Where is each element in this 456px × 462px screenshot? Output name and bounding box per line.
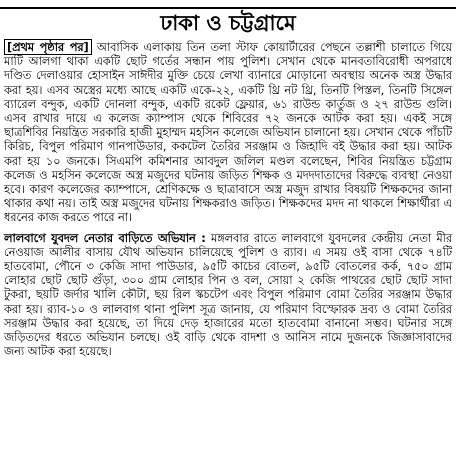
continuation-label: [প্রথম পৃষ্ঠার পর] (4, 39, 92, 55)
paragraph-2-text: মঙ্গলবার রাতে লালবাগে যুবদলের কেন্দ্রীয় নেতা মীর নেওয়াজ আলীর বাসায় যৌথ অভিযান চালিয়েছে পুলিশ ও র‍্যাব। এ সময় ওই বাসা থেকে ৭৪টি হাতবোমা, পৌনে ৩ কেজি সাদা পাউডার, ৯৫টি কাচের বোতল, ৯৫টি বোতলের কর্ক, ৭৫০ গ্রাম লোহার ছোট ছোট গুঁড়া, ৩০০ গ্রাম লোহার পিন ও বল, সোয়া ২ কেজি পাথরের ছোট ছোট সাদা টুকরা, ছয়টি জর্দার খালি কৌটা, ছয় রিল স্কচটেপ এবং বিপুল পরিমাণ বোমা তৈরির সরঞ্জাম উদ্ধার করা হয়। র‍্যাব-১০ ও লালবাগ থানা পুলিশ সূত্র জানায়, যে পরিমাণ বিস্ফোরক দ্রব্য ও বোমা তৈরির সরঞ্জাম উদ্ধার করা হয়েছে, তা দিয়ে দেড় হাজারের মতো হাতবোমা বানানো সম্ভব। ঘটনার সঙ্গে জড়িতদের ধরতে অভিযান চলছে। ওই বাড়ি থেকে বাদশা ও আনিস নামে দুজনকে জিজ্ঞাসাবাদের জন্য আটক করা হয়েছে। (4, 230, 452, 359)
subheading-lalbag: লালবাগে যুবদল নেতার বাড়িতে অভিযান : (4, 230, 206, 245)
article-paragraph-1 (4, 40, 452, 225)
headline: ঢাকা ও চট্টগ্রামে (160, 10, 296, 35)
paragraph-1-text: আবাসিক এলাকায় তিন তলা স্টাফ কোয়ার্টারের পেছনে তল্লাশী চালাতে গিয়ে মাটি আলগা থাকা একটি ছোট গর্তের সন্ধান পায় পুলিশ। সেখান থেকে মানবতাবিরোধী অপরাধে দণ্ডিত দেলাওয়ার হোসাইন সাঈদীর মুক্তি চেয়ে লেখা ব্যানারে মোড়ানো অবস্থায় অনেক অস্ত্র উদ্ধার করা হয়। এসব অস্ত্রের মধ্যে আছে একটি একে-২২, একটি থ্রি নট থ্রি, তিনটি পিস্তল, তিনটি সিঙ্গেল ব্যারেল বন্দুক, একটি দোনলা বন্দুক, একটি রকেট ফ্লেয়ার, ৬১ রাউন্ড কার্তুজ ও ২৭ রাউন্ড গুলি। এসব রাখার দায়ে এ কলেজ ক্যাম্পাস থেকে শিবিরের ৭২ জনকে আটক করা হয়। একই সঙ্গে ছাত্রশিবির নিয়ন্ত্রিত সরকারি হাজী মুহাম্মদ মহসিন কলেজে অভিযান চালানো হয়। সেখান থেকে পাঁচটি কিরিচ, বিপুল পরিমাণ গানপাউডার, ককটেল তৈরির সরঞ্জাম ও জিহাদি বই উদ্ধার করা হয়। আটক করা হয় ১০ জনকে। সিএমপি কমিশনার আবদুল জলিল মণ্ডল বলেছেন, শিবির নিয়ন্ত্রিত চট্টগ্রাম কলেজ ও মহসিন কলেজে অস্ত্র মজুদের ঘটনায় জড়িত শিক্ষক ও মদদদাতাদের বিরুদ্ধে ব্যবস্থা নেওয়া হবে। কারণ কলেজের ক্যাম্পাসে, শ্রেণিকক্ষে ও ছাত্রাবাসে অস্ত্র মজুদ রাখার বিষয়টি শিক্ষকদের জানা থাকার কথা নয়। তাই অস্ত্র মজুদের ঘটনায় শিক্ষকরাও জড়িত। শিক্ষকদের মদদ না থাকলে শিক্ষার্থীরা এ ধরনের কাজ করতে পারে না। (4, 40, 452, 225)
article-paragraph-2 (4, 231, 452, 359)
top-divider (0, 7, 456, 9)
article-body (4, 40, 452, 358)
